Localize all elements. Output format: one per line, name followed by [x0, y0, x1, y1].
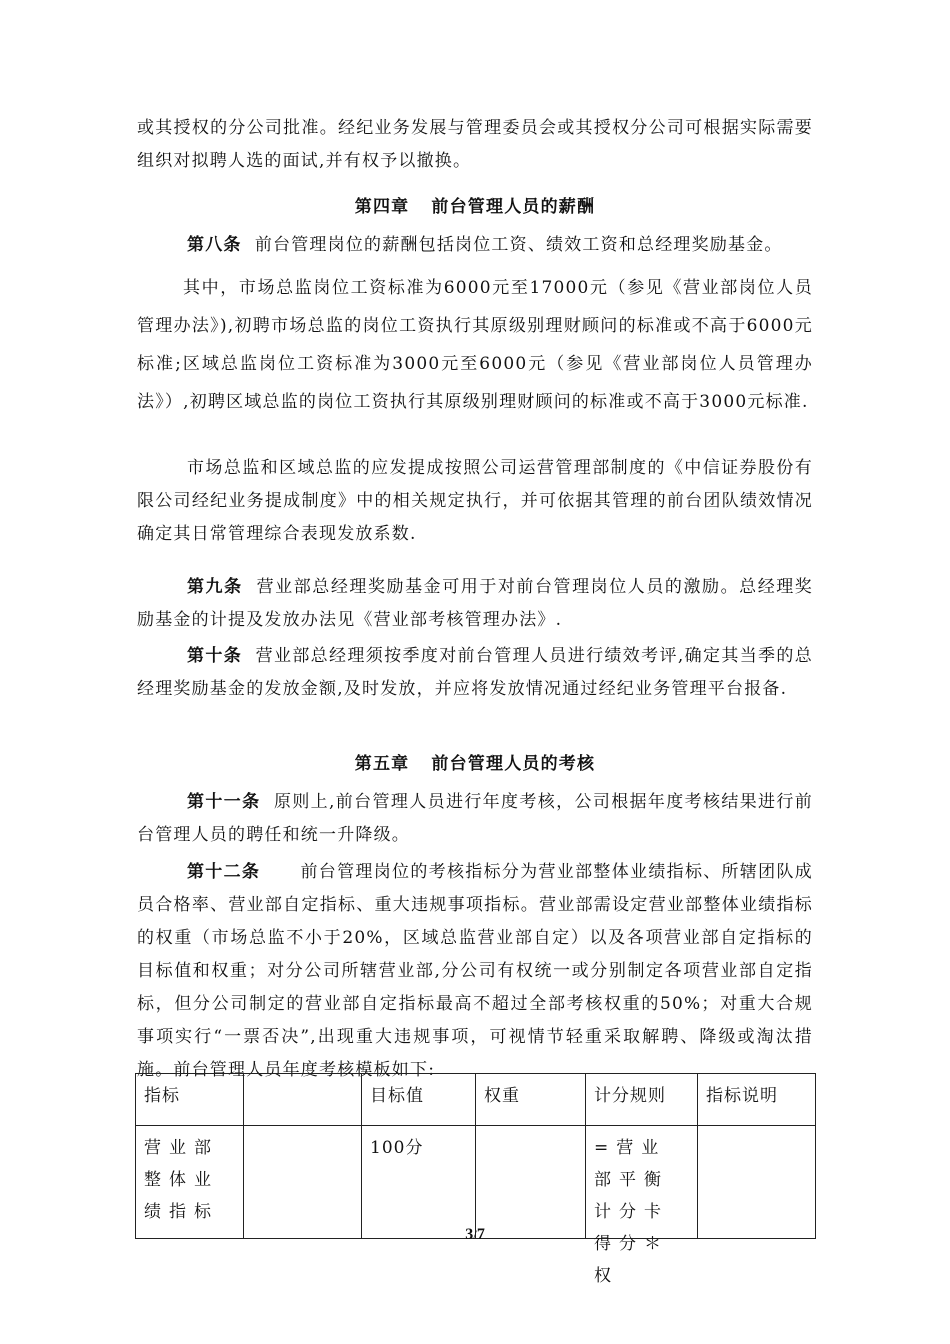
table-cell: 100分: [362, 1126, 476, 1239]
assessment-template-table: [135, 1073, 816, 1286]
page-current: 3: [465, 1226, 474, 1243]
table-header-cell: [244, 1074, 362, 1126]
article-8-label: 第八条: [187, 235, 242, 255]
table-row: [136, 1126, 816, 1239]
article-9: [137, 571, 813, 637]
table-header-cell: 计分规则: [586, 1074, 698, 1126]
article-12-text: 前台管理岗位的考核指标分为营业部整体业绩指标、所辖团队成员合格率、营业部自定指标、重大违规事项指标。营业部需设定营业部整体业绩指标的权重（市场总监不小于20%，区域总监营业部自定）以及各项营业部自定指标的目标值和权重；对分公司所辖营业部,分公司有权统一或分别制定各项营业部自定指标，但分公司制定的营业部自定指标最高不超过全部考核权重的50%；对重大合规事项实行“一票否决”,出现重大违规事项，可视情节轻重采取解聘、降级或淘汰措施。前台管理人员年度考核模板如下:: [137, 862, 813, 1080]
article-8: [137, 229, 813, 262]
table-header-cell: 指标说明: [698, 1074, 816, 1126]
chapter-4-heading: [137, 192, 813, 217]
table-header-cell: 目标值: [362, 1074, 476, 1126]
paragraph-salary-standard: 其中，市场总监岗位工资标准为6000元至17000元（参见《营业部岗位人员管理办法》),初聘市场总监的岗位工资执行其原级别理财顾问的标准或不高于6000元标准;区域总监岗位工资标准为3000元至6000元（参见《营业部岗位人员管理办法》）,初聘区域总监的岗位工资执行其原级别理财顾问的标准或不高于3000元标准.: [137, 278, 813, 412]
table-cell: [698, 1126, 816, 1239]
article-10-label: 第十条: [187, 646, 243, 666]
article-12-label: 第十二条: [187, 862, 261, 882]
table-header-row: [136, 1074, 816, 1126]
table-cell: [476, 1126, 586, 1239]
page-number: [0, 1226, 950, 1244]
article-9-text: 营业部总经理奖励基金可用于对前台管理岗位人员的激励。总经理奖励基金的计提及发放办法见《营业部考核管理办法》.: [137, 577, 814, 630]
chapter-5-heading: [137, 749, 813, 774]
article-10-text: 营业部总经理须按季度对前台管理人员进行绩效考评,确定其当季的总经理奖励基金的发放金额,及时发放，并应将发放情况通过经纪业务管理平台报备.: [137, 646, 813, 699]
article-11: [137, 786, 813, 852]
page-total: 7: [476, 1226, 485, 1243]
paragraph-commission: 市场总监和区域总监的应发提成按照公司运营管理部制度的《中信证券股份有限公司经纪业务提成制度》中的相关规定执行，并可依据其管理的前台团队绩效情况确定其日常管理综合表现发放系数.: [137, 458, 813, 544]
paragraph-approval: 或其授权的分公司批准。经纪业务发展与管理委员会或其授权分公司可根据实际需要组织对拟聘人选的面试,并有权予以撤换。: [137, 118, 813, 171]
chapter-4-number: 第四章: [354, 197, 410, 217]
table-cell: [244, 1126, 362, 1239]
table-cell: =营业部平衡计分卡得分＊权: [594, 1138, 669, 1286]
article-9-label: 第九条: [187, 577, 243, 597]
article-12: [137, 856, 813, 1087]
table-header-cell: 指标: [136, 1074, 244, 1126]
chapter-4-title: 前台管理人员的薪酬: [431, 197, 596, 217]
page-separator: /: [473, 1227, 477, 1242]
article-8-text: 前台管理岗位的薪酬包括岗位工资、绩效工资和总经理奖励基金。: [254, 235, 783, 255]
table-header-cell: 权重: [476, 1074, 586, 1126]
article-11-label: 第十一条: [187, 792, 261, 812]
chapter-5-title: 前台管理人员的考核: [431, 754, 596, 774]
table-cell: 营业部整体业绩指标: [144, 1138, 219, 1222]
article-10: [137, 640, 813, 706]
article-11-text: 原则上,前台管理人员进行年度考核，公司根据年度考核结果进行前台管理人员的聘任和统一升降级。: [137, 792, 813, 845]
chapter-5-number: 第五章: [354, 754, 410, 774]
